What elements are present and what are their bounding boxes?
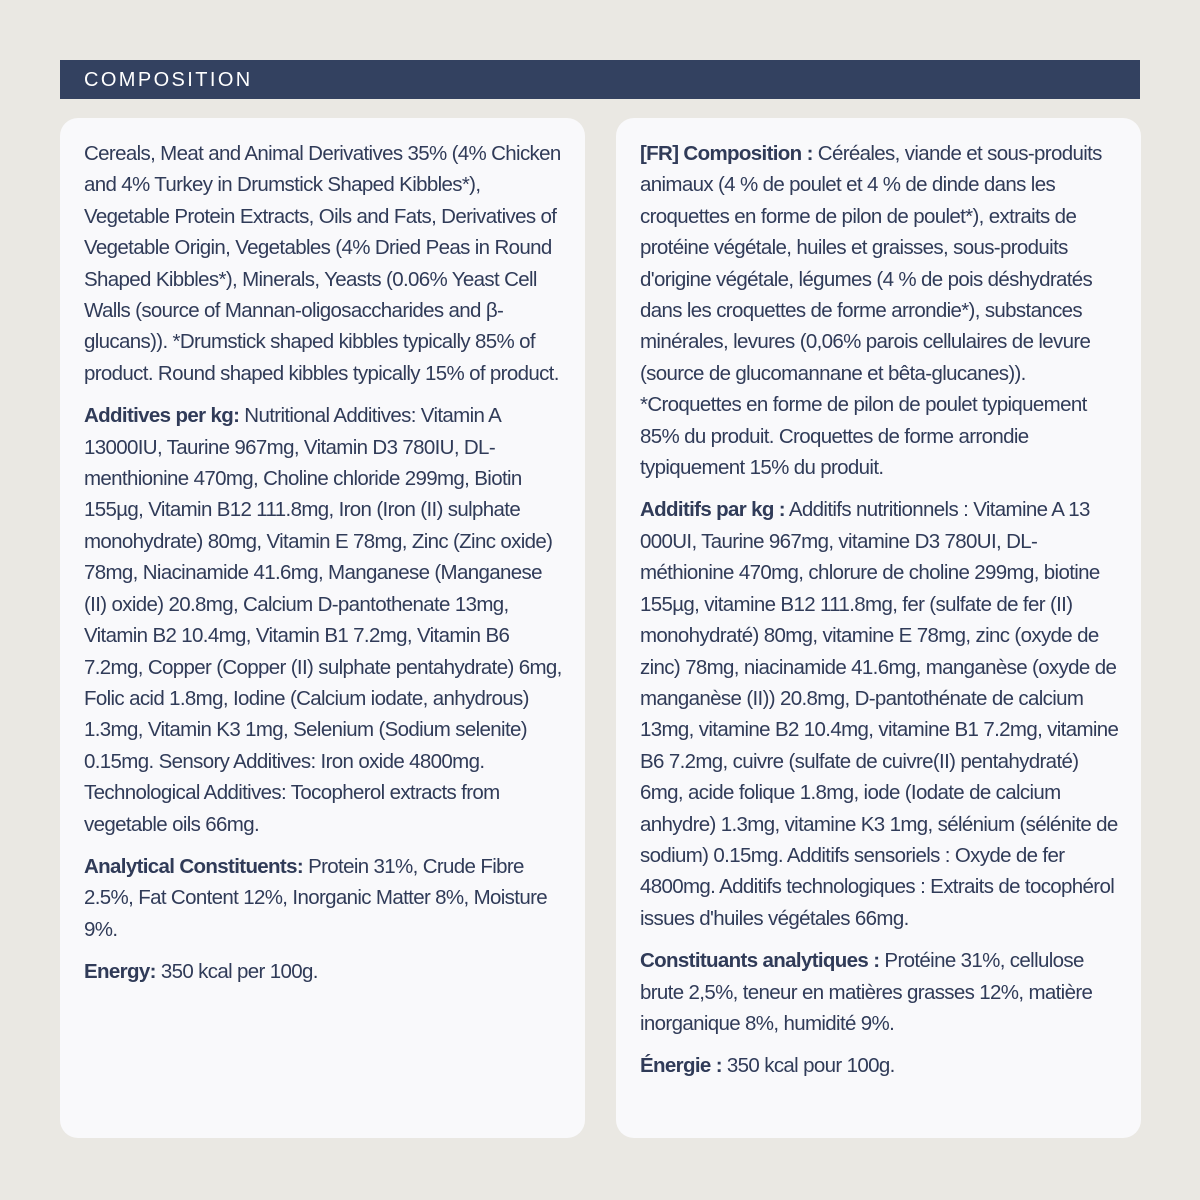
fr-energy-text: 350 kcal pour 100g. — [721, 1054, 895, 1078]
additives-label: Additives per kg: — [84, 404, 240, 428]
fr-additives-paragraph — [640, 494, 1119, 934]
fr-composition-paragraph — [640, 138, 1119, 483]
fr-composition-label: [FR] Composition : — [640, 142, 813, 165]
energy-label: Energy: — [84, 960, 156, 984]
fr-analytical-label: Constituants analytiques : — [640, 949, 880, 973]
page-title: COMPOSITION — [84, 68, 253, 91]
fr-energy-label: Énergie : — [640, 1054, 722, 1078]
fr-analytical-text: Protéine 31%, cellulose brute 2,5%, teneur en matières grasses 12%, matière inorganique 8%, humidité 9%. — [640, 949, 1093, 1035]
additives-text: Nutritional Additives: Vitamin A 13000IU, Taurine 967mg, Vitamin D3 780IU, DL-menthionine 470mg, Choline chloride 299mg, Biotin 155µg, Vitamin B12 111.8mg, Iron (Iron (II) sulphate monohydrate) 80mg, Vitamin E 78mg, Zinc (Zinc oxide) 78mg, Niacinamide 41.6mg, Manganese (Manganese (II) oxide) 20.8mg, Calcium D-pantothenate 13mg, Vitamin B2 10.4mg, Vitamin B1 7.2mg, Vitamin B6 7.2mg, Copper (Copper (II) sulphate pentahydrate) 6mg, Folic acid 1.8mg, Iodine (Calcium iodate, anhydrous) 1.3mg, Vitamin K3 1mg, Selenium (Sodium selenite) 0.15mg. Sensory Additives: Iron oxide 4800mg. Technological Additives: Tocopherol extracts from vegetable oils 66mg. — [84, 404, 562, 836]
fr-additives-label: Additifs par kg : — [640, 498, 785, 522]
composition-paragraph — [84, 138, 563, 389]
additives-paragraph — [84, 400, 563, 840]
composition-text: Cereals, Meat and Animal Derivatives 35% (4% Chicken and 4% Turkey in Drumstick Shaped Kibbles*), Vegetable Protein Extracts, Oils and Fats, Derivatives of Vegetable Origin, Vegetables (4% Dried Peas in Round Shaped Kibbles*), Minerals, Yeasts (0.06% Yeast Cell Walls (source of Mannan-oligosaccharides and β-glucans)). *Drumstick shaped kibbles typically 85% of product. Round shaped kibbles typically 15% of product. — [84, 142, 561, 385]
energy-paragraph — [84, 956, 563, 987]
fr-analytical-paragraph — [640, 945, 1119, 1039]
energy-text: 350 kcal per 100g. — [155, 960, 318, 984]
analytical-paragraph — [84, 851, 563, 945]
fr-additives-text: Additifs nutritionnels : Vitamine A 13 000UI, Taurine 967mg, vitamine D3 780UI, DL-méthionine 470mg, chlorure de choline 299mg, biotine 155µg, vitamine B12 111.8mg, fer (sulfate de fer (II) monohydraté) 80mg, vitamine E 78mg, zinc (oxyde de zinc) 78mg, niacinamide 41.6mg, manganèse (oxyde de manganèse (II)) 20.8mg, D-pantothénate de calcium 13mg, vitamine B2 10.4mg, vitamine B1 7.2mg, vitamine B6 7.2mg, cuivre (sulfate de cuivre(II) pentahydraté) 6mg, acide folique 1.8mg, iode (Iodate de calcium anhydre) 1.3mg, vitamine K3 1mg, sélénium (sélénite de sodium) 0.15mg. Additifs sensoriels : Oxyde de fer 4800mg. Additifs technologiques : Extraits de tocophérol issues d'huiles végétales 66mg. — [640, 498, 1119, 930]
analytical-text: Protein 31%, Crude Fibre 2.5%, Fat Content 12%, Inorganic Matter 8%, Moisture 9%. — [84, 854, 547, 941]
fr-energy-paragraph — [640, 1050, 1119, 1081]
english-composition-panel — [60, 118, 585, 1138]
french-composition-panel — [616, 118, 1141, 1138]
analytical-label: Analytical Constituents: — [84, 854, 304, 878]
fr-composition-text: Céréales, viande et sous-produits animaux (4 % de poulet et 4 % de dinde dans les croquettes en forme de pilon de poulet*), extraits de protéine végétale, huiles et graisses, sous-produits d'origine végétale, légumes (4 % de pois déshydratés dans les croquettes de forme arrondie*), substances minérales, levures (0,06% parois cellulaires de levure (source de glucomannane et bêta-glucanes)). *Croquettes en forme de pilon de poulet typiquement 85% du produit. Croquettes de forme arrondie typiquement 15% du produit. — [640, 142, 1102, 480]
header-bar — [60, 60, 1140, 99]
